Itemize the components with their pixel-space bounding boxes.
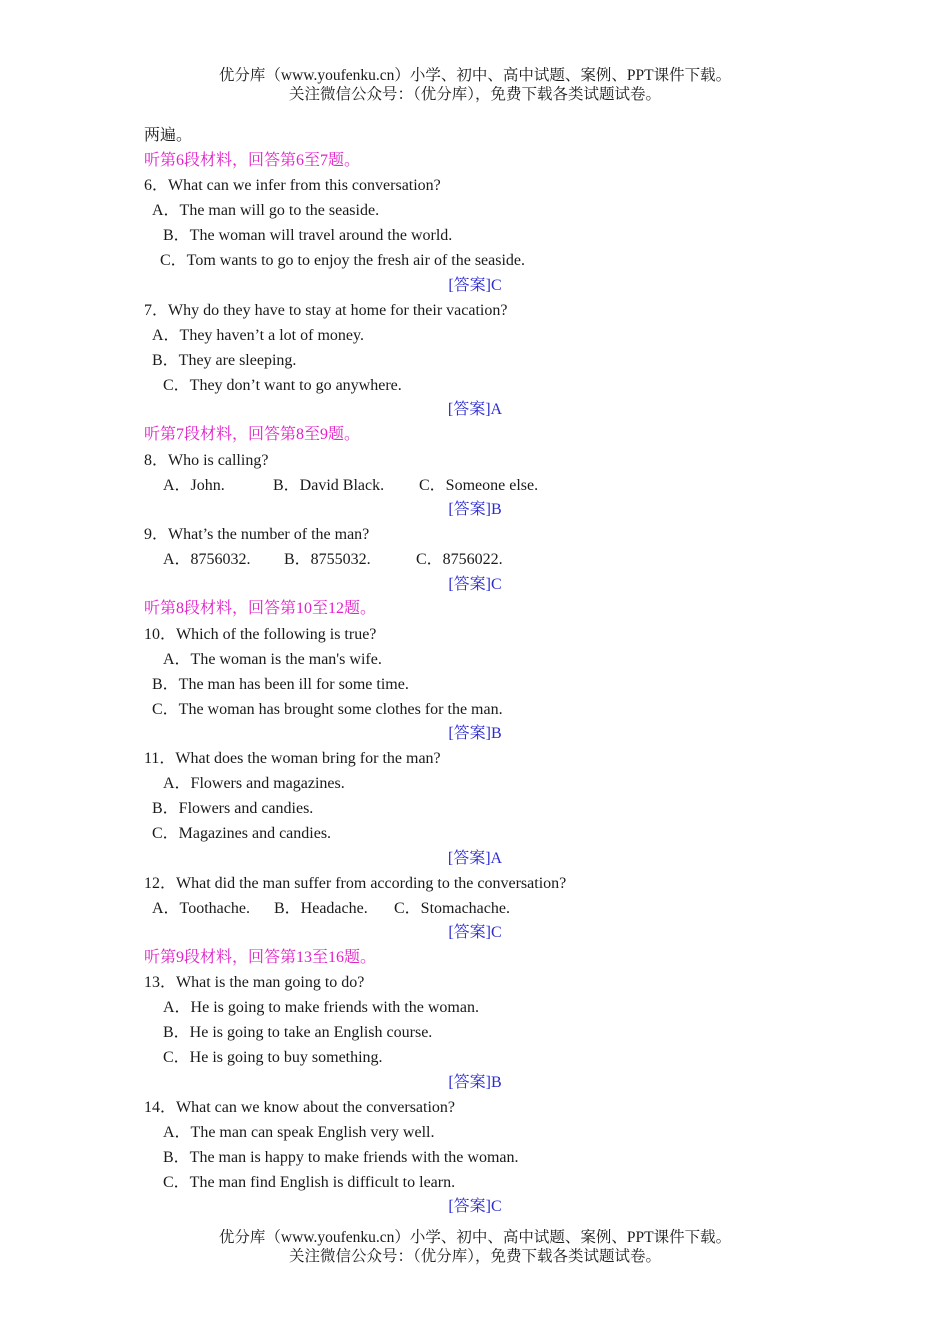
q14-option-a: A．The man can speak English very well. [163, 1124, 435, 1141]
q11-option-c: C．Magazines and candies. [152, 825, 332, 842]
q14-option-b: B．The man is happy to make friends with the woman. [163, 1149, 519, 1166]
q11-option-a: A．Flowers and magazines. [163, 775, 345, 792]
answer-11: [答案]A [447, 850, 503, 867]
q10-option-c: C．The woman has brought some clothes for the man. [152, 701, 503, 718]
q6-option-b: B．The woman will travel around the world. [163, 227, 453, 244]
answer-7: [答案]A [447, 401, 503, 418]
q9-option-b: B．8755032. [284, 551, 371, 568]
section-heading-7: 听第7段材料，回答第8至9题。 [144, 426, 361, 443]
question-9: 9．What’s the number of the man? [144, 526, 370, 543]
q12-option-b: B．Headache. [274, 900, 368, 917]
q13-option-c: C．He is going to buy something. [163, 1049, 383, 1066]
q12-option-c: C．Stomachache. [394, 900, 510, 917]
q8-option-c: C．Someone else. [419, 477, 539, 494]
question-12: 12．What did the man suffer from according to the conversation? [144, 875, 567, 892]
intro-text: 两遍。 [144, 127, 193, 144]
q7-option-c: C．They don’t want to go anywhere. [163, 377, 402, 394]
question-10: 10．Which of the following is true? [144, 626, 377, 643]
q9-option-c: C．8756022. [416, 551, 503, 568]
page-footer [0, 1228, 950, 1266]
answer-12: [答案]C [448, 924, 502, 941]
answer-10: [答案]B [448, 725, 502, 742]
q10-option-b: B．The man has been ill for some time. [152, 676, 409, 693]
question-7: 7．Why do they have to stay at home for their vacation? [144, 302, 508, 319]
question-8: 8．Who is calling? [144, 452, 269, 469]
q11-option-b: B．Flowers and candies. [152, 800, 314, 817]
section-heading-8: 听第8段材料，回答第10至12题。 [144, 600, 377, 617]
answer-6: [答案]C [448, 277, 502, 294]
q13-option-a: A．He is going to make friends with the woman. [163, 999, 479, 1016]
q8-option-b: B．David Black. [273, 477, 385, 494]
q6-option-c: C．Tom wants to go to enjoy the fresh air of the seaside. [160, 252, 526, 269]
q14-option-c: C．The man find English is difficult to learn. [163, 1174, 456, 1191]
question-13: 13．What is the man going to do? [144, 974, 365, 991]
page-header [0, 66, 950, 104]
section-heading-9: 听第9段材料，回答第13至16题。 [144, 949, 377, 966]
footer-line-2: 关注微信公众号：（优分库），免费下载各类试题试卷。 [288, 1248, 661, 1265]
q7-option-b: B．They are sleeping. [152, 352, 297, 369]
q8-option-a: A．John. [163, 477, 225, 494]
q12-option-a: A．Toothache. [152, 900, 250, 917]
answer-8: [答案]B [448, 501, 502, 518]
header-line-1: 优分库（www.youfenku.cn）小学、初中、高中试题、案例、PPT课件下载。 [218, 67, 732, 84]
q9-option-a: A．8756032. [163, 551, 251, 568]
answer-14: [答案]C [448, 1198, 502, 1215]
header-line-2: 关注微信公众号：（优分库），免费下载各类试题试卷。 [288, 86, 661, 103]
question-14: 14．What can we know about the conversation? [144, 1099, 456, 1116]
answer-13: [答案]B [448, 1074, 502, 1091]
q13-option-b: B．He is going to take an English course. [163, 1024, 433, 1041]
q6-option-a: A．The man will go to the seaside. [152, 202, 380, 219]
footer-line-1: 优分库（www.youfenku.cn）小学、初中、高中试题、案例、PPT课件下载。 [218, 1229, 732, 1246]
question-6: 6．What can we infer from this conversation? [144, 177, 441, 194]
section-heading-6: 听第6段材料，回答第6至7题。 [144, 152, 361, 169]
q7-option-a: A．They haven’t a lot of money. [152, 327, 364, 344]
question-11: 11．What does the woman bring for the man? [144, 750, 441, 767]
answer-9: [答案]C [448, 576, 502, 593]
q10-option-a: A．The woman is the man's wife. [163, 651, 382, 668]
